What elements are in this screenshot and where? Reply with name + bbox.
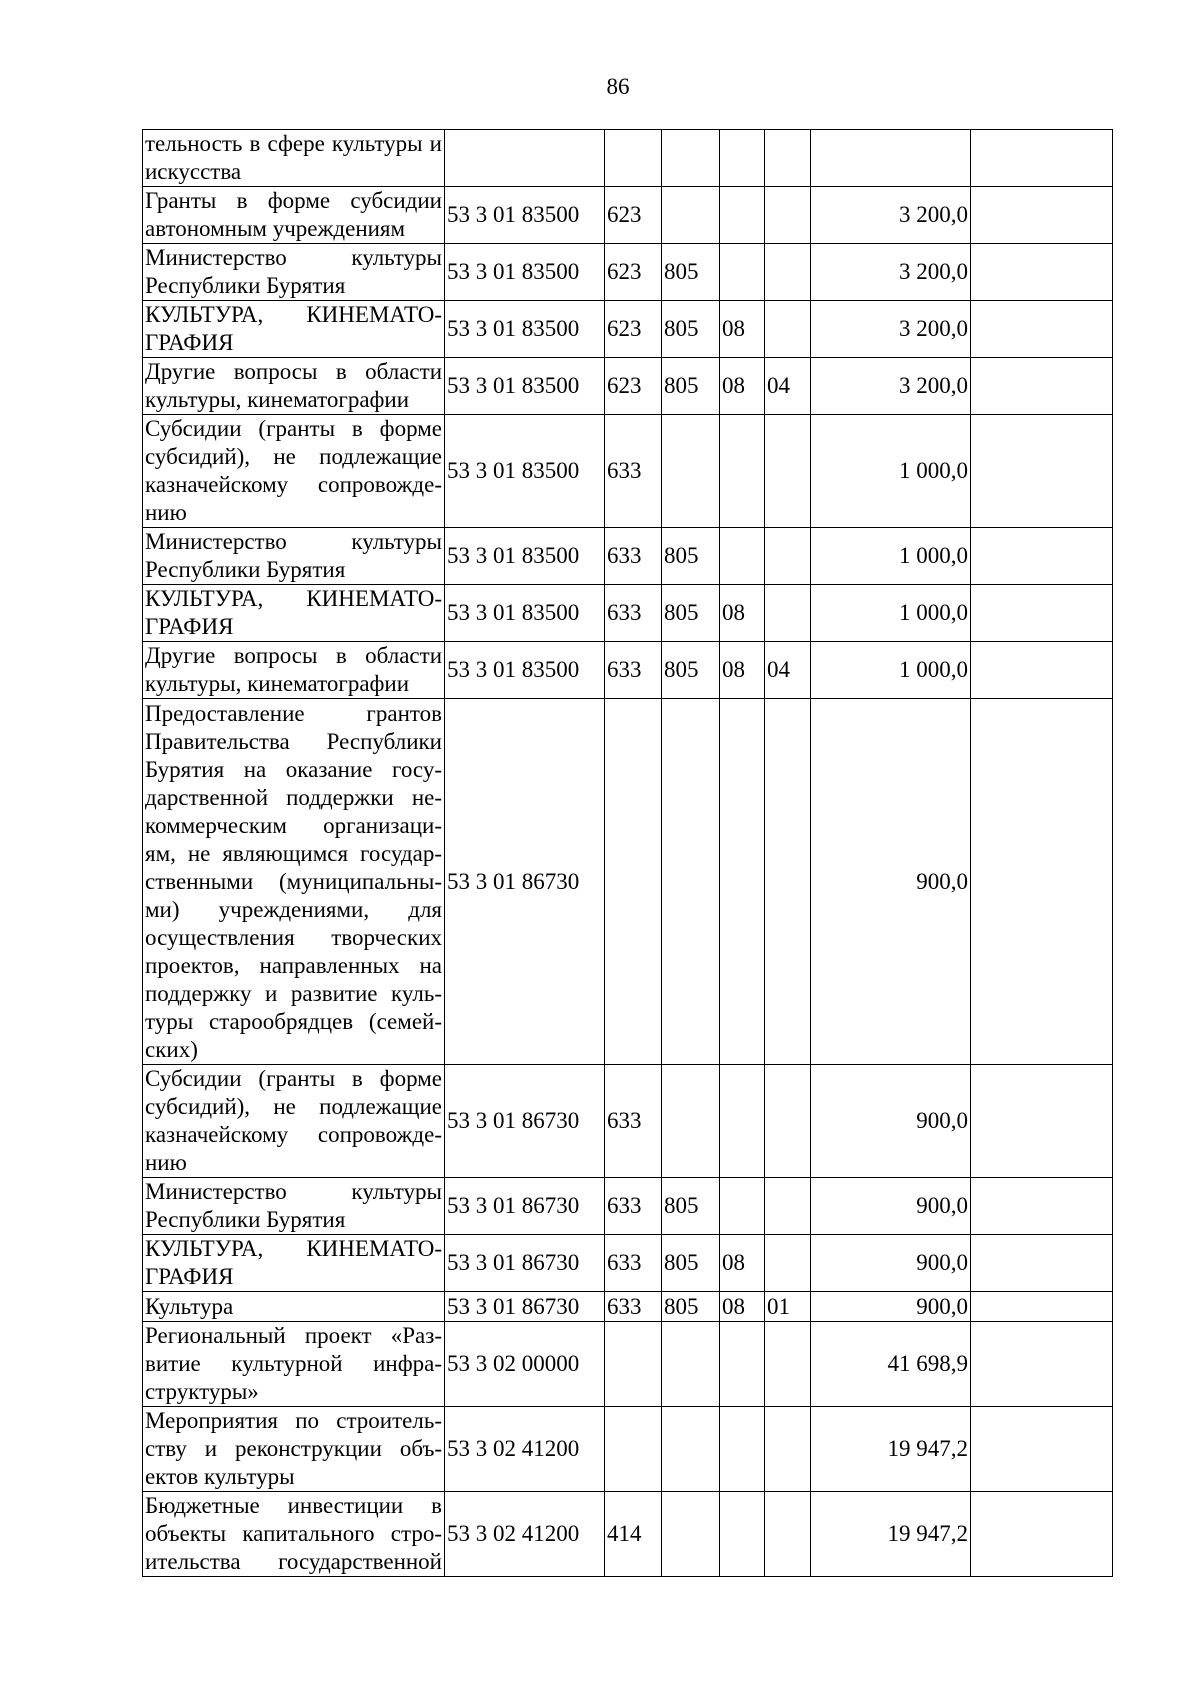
ministry-code-cell bbox=[662, 1322, 720, 1407]
amount-cell: 1 000,0 bbox=[811, 642, 971, 699]
amount-cell: 900,0 bbox=[811, 1065, 971, 1178]
ministry-code-cell bbox=[662, 187, 720, 244]
ministry-code-cell bbox=[662, 1407, 720, 1492]
extra-cell bbox=[971, 1178, 1113, 1235]
subsection-cell bbox=[765, 301, 811, 358]
target-article-cell: 53 3 01 83500 bbox=[445, 244, 605, 301]
ministry-code-cell: 805 bbox=[662, 528, 720, 585]
table-row bbox=[143, 1292, 1113, 1322]
table-row bbox=[143, 1235, 1113, 1292]
expense-type-cell: 633 bbox=[605, 1178, 662, 1235]
amount-cell: 3 200,0 bbox=[811, 358, 971, 415]
expense-type-cell: 623 bbox=[605, 358, 662, 415]
expense-type-cell: 633 bbox=[605, 415, 662, 528]
table-row bbox=[143, 642, 1113, 699]
expense-type-cell: 633 bbox=[605, 1292, 662, 1322]
table-row bbox=[143, 187, 1113, 244]
row-name-cell: Культура bbox=[143, 1292, 445, 1322]
section-cell: 08 bbox=[720, 1292, 765, 1322]
target-article-cell: 53 3 01 86730 bbox=[445, 699, 605, 1065]
section-cell bbox=[720, 699, 765, 1065]
table-row bbox=[143, 130, 1113, 187]
section-cell: 08 bbox=[720, 642, 765, 699]
target-article-cell: 53 3 02 41200 bbox=[445, 1492, 605, 1577]
extra-cell bbox=[971, 528, 1113, 585]
extra-cell bbox=[971, 1065, 1113, 1178]
section-cell bbox=[720, 1492, 765, 1577]
expense-type-cell bbox=[605, 699, 662, 1065]
amount-cell: 3 200,0 bbox=[811, 301, 971, 358]
section-cell bbox=[720, 187, 765, 244]
subsection-cell bbox=[765, 1407, 811, 1492]
budget-table bbox=[142, 129, 1113, 1577]
subsection-cell: 04 bbox=[765, 642, 811, 699]
expense-type-cell bbox=[605, 1407, 662, 1492]
section-cell: 08 bbox=[720, 585, 765, 642]
target-article-cell: 53 3 02 41200 bbox=[445, 1407, 605, 1492]
table-row bbox=[143, 1322, 1113, 1407]
extra-cell bbox=[971, 130, 1113, 187]
target-article-cell: 53 3 01 86730 bbox=[445, 1235, 605, 1292]
section-cell bbox=[720, 130, 765, 187]
extra-cell bbox=[971, 1492, 1113, 1577]
section-cell bbox=[720, 415, 765, 528]
target-article-cell: 53 3 01 86730 bbox=[445, 1292, 605, 1322]
amount-cell bbox=[811, 130, 971, 187]
row-name-cell: Другие вопросы в области культуры, кинематографии bbox=[143, 358, 445, 415]
row-name-cell: Министерство культуры Республики Бурятия bbox=[143, 1178, 445, 1235]
ministry-code-cell bbox=[662, 699, 720, 1065]
target-article-cell: 53 3 01 83500 bbox=[445, 585, 605, 642]
subsection-cell: 01 bbox=[765, 1292, 811, 1322]
table-row bbox=[143, 244, 1113, 301]
amount-cell: 41 698,9 bbox=[811, 1322, 971, 1407]
subsection-cell bbox=[765, 585, 811, 642]
table-row bbox=[143, 415, 1113, 528]
table-row bbox=[143, 1178, 1113, 1235]
target-article-cell: 53 3 01 86730 bbox=[445, 1178, 605, 1235]
ministry-code-cell: 805 bbox=[662, 301, 720, 358]
expense-type-cell: 633 bbox=[605, 528, 662, 585]
amount-cell: 1 000,0 bbox=[811, 585, 971, 642]
table-row bbox=[143, 301, 1113, 358]
row-name-cell: КУЛЬТУРА, КИНЕМАТО-ГРАФИЯ bbox=[143, 585, 445, 642]
amount-cell: 1 000,0 bbox=[811, 415, 971, 528]
amount-cell: 900,0 bbox=[811, 1235, 971, 1292]
target-article-cell: 53 3 01 83500 bbox=[445, 358, 605, 415]
table-row bbox=[143, 1065, 1113, 1178]
ministry-code-cell: 805 bbox=[662, 1292, 720, 1322]
extra-cell bbox=[971, 415, 1113, 528]
subsection-cell bbox=[765, 1235, 811, 1292]
amount-cell: 900,0 bbox=[811, 1178, 971, 1235]
subsection-cell: 04 bbox=[765, 358, 811, 415]
section-cell: 08 bbox=[720, 1235, 765, 1292]
ministry-code-cell bbox=[662, 130, 720, 187]
expense-type-cell bbox=[605, 130, 662, 187]
page-number: 86 bbox=[606, 74, 630, 99]
extra-cell bbox=[971, 1322, 1113, 1407]
section-cell bbox=[720, 1322, 765, 1407]
target-article-cell: 53 3 01 83500 bbox=[445, 187, 605, 244]
target-article-cell bbox=[445, 130, 605, 187]
row-name-cell: Другие вопросы в области культуры, кинематографии bbox=[143, 642, 445, 699]
ministry-code-cell bbox=[662, 1065, 720, 1178]
subsection-cell bbox=[765, 1178, 811, 1235]
table-row bbox=[143, 528, 1113, 585]
row-name-cell: Бюджетные инвестиции в объекты капитального стро-ительства государственной bbox=[143, 1492, 445, 1577]
extra-cell bbox=[971, 1292, 1113, 1322]
row-name-cell: КУЛЬТУРА, КИНЕМАТО-ГРАФИЯ bbox=[143, 301, 445, 358]
expense-type-cell: 633 bbox=[605, 642, 662, 699]
ministry-code-cell: 805 bbox=[662, 1178, 720, 1235]
ministry-code-cell: 805 bbox=[662, 358, 720, 415]
row-name-cell: Министерство культуры Республики Бурятия bbox=[143, 528, 445, 585]
row-name-cell: Субсидии (гранты в форме субсидий), не подлежащие казначейскому сопровожде-нию bbox=[143, 415, 445, 528]
subsection-cell bbox=[765, 130, 811, 187]
expense-type-cell: 623 bbox=[605, 301, 662, 358]
ministry-code-cell bbox=[662, 1492, 720, 1577]
expense-type-cell bbox=[605, 1322, 662, 1407]
extra-cell bbox=[971, 187, 1113, 244]
table-row bbox=[143, 699, 1113, 1065]
ministry-code-cell: 805 bbox=[662, 642, 720, 699]
table-row bbox=[143, 585, 1113, 642]
row-name-cell: Субсидии (гранты в форме субсидий), не подлежащие казначейскому сопровожде-нию bbox=[143, 1065, 445, 1178]
extra-cell bbox=[971, 642, 1113, 699]
amount-cell: 1 000,0 bbox=[811, 528, 971, 585]
row-name-cell: Региональный проект «Раз-витие культурной инфра-структуры» bbox=[143, 1322, 445, 1407]
subsection-cell bbox=[765, 1322, 811, 1407]
row-name-cell: КУЛЬТУРА, КИНЕМАТО-ГРАФИЯ bbox=[143, 1235, 445, 1292]
target-article-cell: 53 3 01 86730 bbox=[445, 1065, 605, 1178]
expense-type-cell: 633 bbox=[605, 1065, 662, 1178]
amount-cell: 3 200,0 bbox=[811, 244, 971, 301]
row-name-cell: Предоставление грантов Правительства Республики Бурятия на оказание госу-дарственной поддержки не-коммерческим организаци-ям, не являющимся государ-ственными (муниципальны-ми) учреждениями, для осуществления творческих проектов, направленных на поддержку и развитие куль-туры старообрядцев (семей-ских) bbox=[143, 699, 445, 1065]
section-cell: 08 bbox=[720, 358, 765, 415]
row-name-cell: тельность в сфере культуры и искусства bbox=[143, 130, 445, 187]
extra-cell bbox=[971, 1407, 1113, 1492]
subsection-cell bbox=[765, 528, 811, 585]
subsection-cell bbox=[765, 1065, 811, 1178]
table-row bbox=[143, 1492, 1113, 1577]
expense-type-cell: 623 bbox=[605, 244, 662, 301]
expense-type-cell: 633 bbox=[605, 585, 662, 642]
amount-cell: 900,0 bbox=[811, 699, 971, 1065]
amount-cell: 900,0 bbox=[811, 1292, 971, 1322]
section-cell bbox=[720, 1407, 765, 1492]
amount-cell: 3 200,0 bbox=[811, 187, 971, 244]
extra-cell bbox=[971, 244, 1113, 301]
table-row bbox=[143, 358, 1113, 415]
extra-cell bbox=[971, 301, 1113, 358]
section-cell: 08 bbox=[720, 301, 765, 358]
section-cell bbox=[720, 244, 765, 301]
row-name-cell: Мероприятия по строитель-ству и реконструкции объ-ектов культуры bbox=[143, 1407, 445, 1492]
extra-cell bbox=[971, 358, 1113, 415]
subsection-cell bbox=[765, 1492, 811, 1577]
section-cell bbox=[720, 1178, 765, 1235]
target-article-cell: 53 3 01 83500 bbox=[445, 642, 605, 699]
ministry-code-cell: 805 bbox=[662, 244, 720, 301]
target-article-cell: 53 3 02 00000 bbox=[445, 1322, 605, 1407]
expense-type-cell: 633 bbox=[605, 1235, 662, 1292]
ministry-code-cell: 805 bbox=[662, 1235, 720, 1292]
subsection-cell bbox=[765, 244, 811, 301]
subsection-cell bbox=[765, 699, 811, 1065]
table-row bbox=[143, 1407, 1113, 1492]
extra-cell bbox=[971, 1235, 1113, 1292]
amount-cell: 19 947,2 bbox=[811, 1407, 971, 1492]
extra-cell bbox=[971, 699, 1113, 1065]
amount-cell: 19 947,2 bbox=[811, 1492, 971, 1577]
row-name-cell: Министерство культуры Республики Бурятия bbox=[143, 244, 445, 301]
target-article-cell: 53 3 01 83500 bbox=[445, 528, 605, 585]
subsection-cell bbox=[765, 415, 811, 528]
section-cell bbox=[720, 1065, 765, 1178]
expense-type-cell: 623 bbox=[605, 187, 662, 244]
section-cell bbox=[720, 528, 765, 585]
target-article-cell: 53 3 01 83500 bbox=[445, 415, 605, 528]
expense-type-cell: 414 bbox=[605, 1492, 662, 1577]
extra-cell bbox=[971, 585, 1113, 642]
ministry-code-cell bbox=[662, 415, 720, 528]
row-name-cell: Гранты в форме субсидии автономным учреждениям bbox=[143, 187, 445, 244]
target-article-cell: 53 3 01 83500 bbox=[445, 301, 605, 358]
subsection-cell bbox=[765, 187, 811, 244]
ministry-code-cell: 805 bbox=[662, 585, 720, 642]
